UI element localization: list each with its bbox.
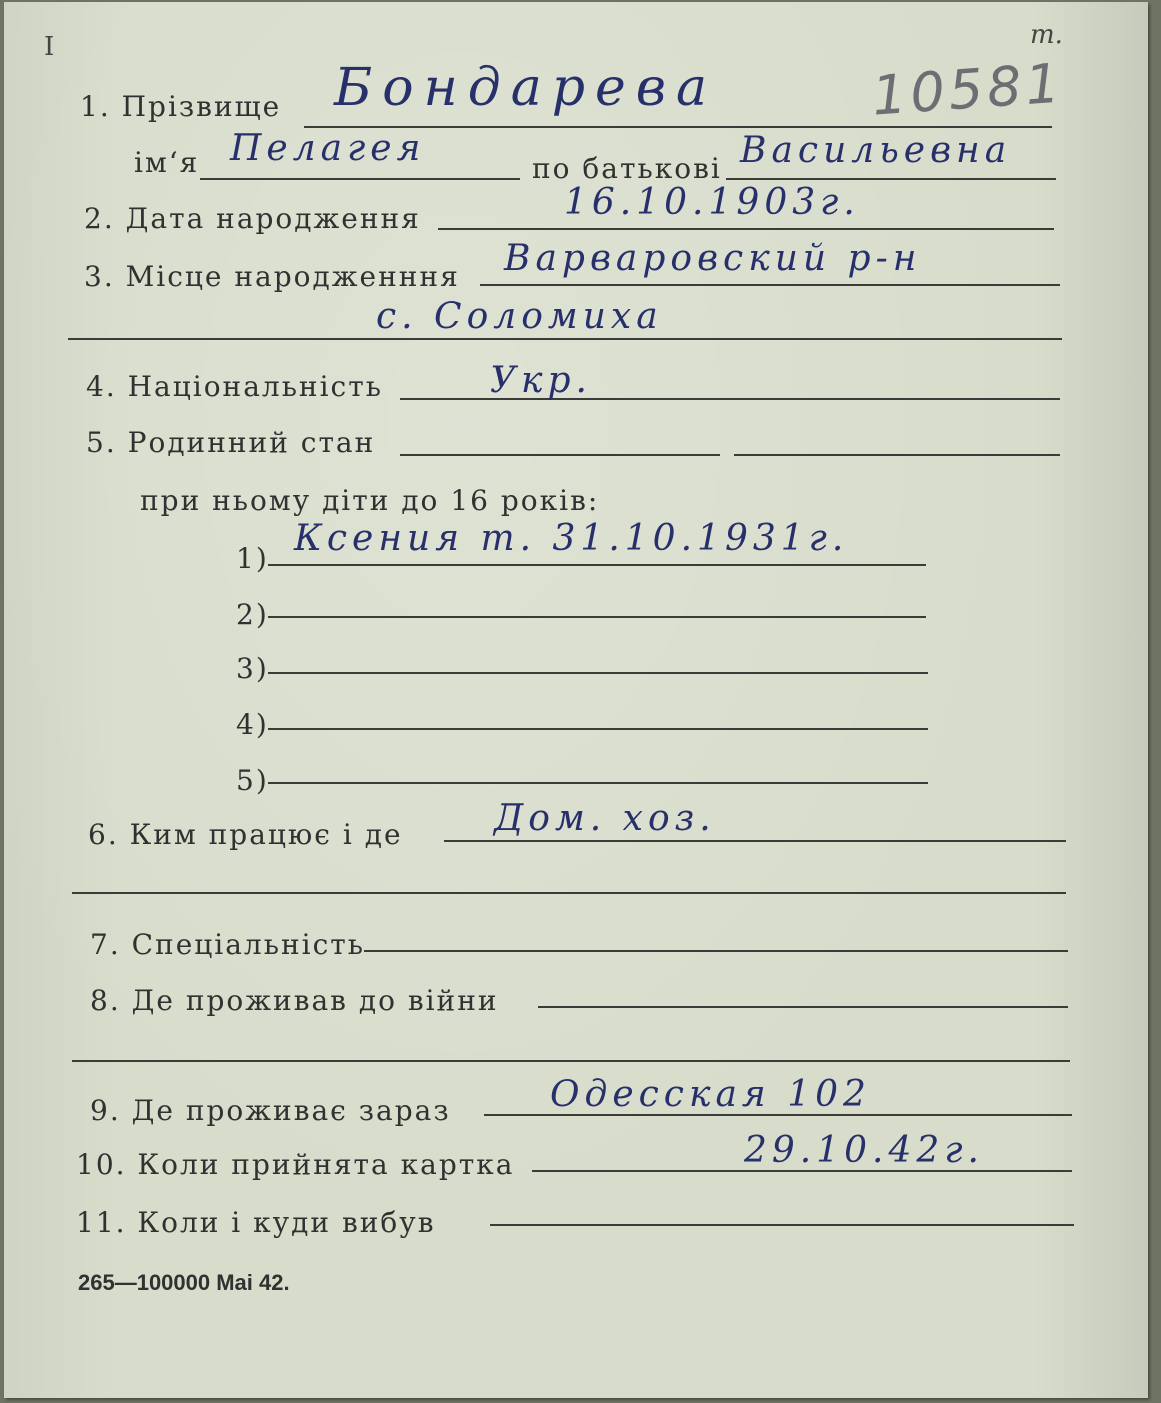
- patronymic-label: по батькові: [532, 152, 722, 185]
- name-line: [200, 178, 520, 180]
- birth-place-line: [480, 284, 1060, 286]
- child-4-label: 4): [236, 708, 269, 741]
- prewar-residence-label: 8. Де проживав до війни: [90, 984, 499, 1017]
- child-3-line: [268, 672, 928, 674]
- prewar-residence-line: [538, 1006, 1068, 1008]
- top-right-mark: m.: [1030, 20, 1063, 50]
- birth-place-line-2: [68, 338, 1062, 340]
- departed-line: [490, 1224, 1074, 1226]
- child-3-label: 3): [236, 652, 269, 685]
- name-label: ім‘я: [134, 146, 200, 179]
- family-status-line-a: [400, 454, 720, 456]
- prewar-residence-line-2: [72, 1060, 1070, 1062]
- family-status-line-b: [734, 454, 1060, 456]
- child-1-label: 1): [236, 542, 269, 575]
- work-label: 6. Ким працює і де: [88, 818, 403, 851]
- birth-place-label: 3. Місце народженння: [84, 260, 460, 293]
- registration-card: [4, 2, 1148, 1398]
- child-2-label: 2): [236, 598, 269, 631]
- family-status-label: 5. Родинний стан: [86, 426, 376, 459]
- current-residence-label: 9. Де проживає зараз: [90, 1094, 451, 1127]
- birth-date-value: 16.10.1903г.: [564, 182, 860, 223]
- patronymic-value: Васильевна: [740, 130, 1012, 171]
- corner-mark: I: [44, 32, 55, 62]
- child-2-line: [268, 616, 926, 618]
- specialty-line: [364, 950, 1068, 952]
- card-accepted-label: 10. Коли прийнята картка: [76, 1148, 515, 1181]
- child-5-line: [268, 782, 928, 784]
- name-value: Пелагея: [230, 128, 426, 169]
- nationality-label: 4. Національність: [86, 370, 383, 403]
- work-line-2: [72, 892, 1066, 894]
- nationality-value: Укр.: [490, 360, 593, 401]
- birth-place-value-2: с. Соломиха: [376, 296, 663, 337]
- child-5-label: 5): [236, 764, 269, 797]
- birth-place-value-1: Варваровский р-н: [504, 238, 922, 279]
- birth-date-line: [438, 228, 1054, 230]
- child-1-value: Ксения т. 31.10.1931г.: [294, 518, 849, 559]
- work-value: Дом. хоз.: [494, 798, 716, 839]
- departed-label: 11. Коли і куди вибув: [76, 1206, 436, 1239]
- child-4-line: [268, 728, 928, 730]
- surname-label: 1. Прізвище: [80, 90, 282, 123]
- current-residence-value: Одесская 102: [550, 1074, 871, 1115]
- print-run-footer: 265—100000 Mai 42.: [78, 1270, 290, 1295]
- children-heading: при ньому діти до 16 років:: [140, 484, 600, 517]
- archive-number: 10581: [870, 51, 1066, 128]
- specialty-label: 7. Спеціальність: [90, 928, 365, 961]
- child-1-line: [268, 564, 926, 566]
- patronymic-line: [726, 178, 1056, 180]
- card-accepted-value: 29.10.42г.: [744, 1130, 984, 1171]
- work-line: [444, 840, 1066, 842]
- birth-date-label: 2. Дата народження: [84, 202, 421, 235]
- surname-value: Бондарева: [334, 58, 718, 118]
